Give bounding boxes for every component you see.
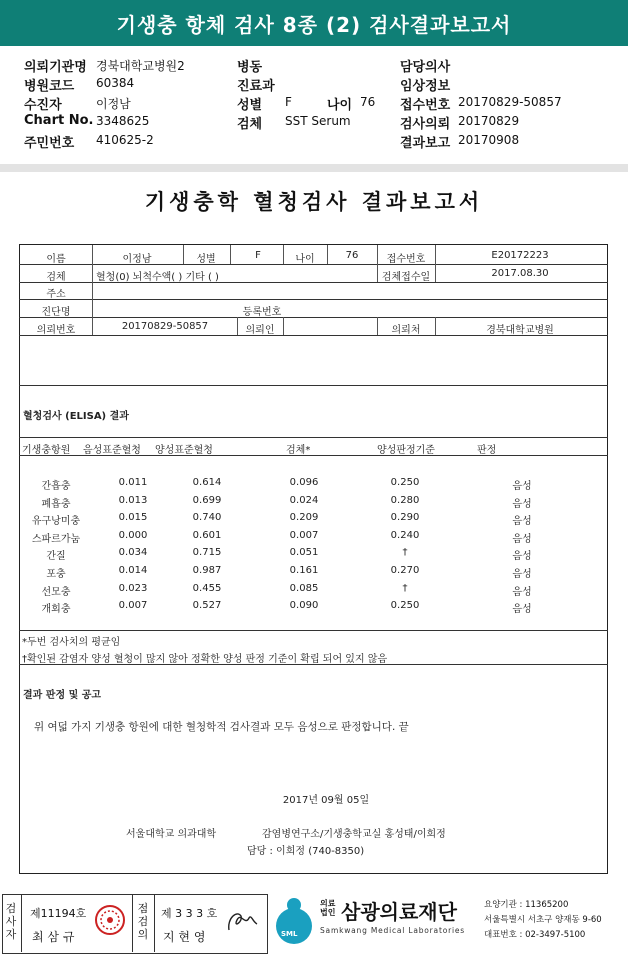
- report-title: 기생충학 혈청검사 결과보고서: [144, 189, 484, 214]
- rule: [19, 317, 608, 318]
- name-value: 이정남: [122, 254, 152, 265]
- age-value: 76: [360, 95, 376, 109]
- specimen-value: SST Serum: [285, 114, 351, 128]
- report-date-label: 결과보고: [400, 136, 451, 151]
- tester-no: 제11194호: [30, 907, 87, 920]
- section-divider: [0, 164, 628, 172]
- cell-sample: 0.024: [289, 494, 319, 506]
- cell-result: 음성: [512, 498, 532, 510]
- clinical-info-label: 임상정보: [400, 79, 451, 94]
- patient-label: 수진자: [24, 98, 62, 113]
- report-header-title: 기생충 항체 검사 8종 (2) 검사결과보고서: [116, 13, 512, 37]
- chart-no-value: 3348625: [96, 114, 150, 128]
- cell-result: 음성: [512, 569, 532, 580]
- report-specimen-value: 혈청(0) 뇌척수액( ) 기타 ( ): [96, 272, 219, 283]
- cell-neg: 0.023: [118, 582, 148, 594]
- sml-logo-text: SML: [281, 930, 298, 938]
- cell-antigen: 간질: [46, 551, 66, 563]
- rule: [435, 317, 436, 335]
- tester-seal-icon: [94, 904, 126, 936]
- cell-pos: 0.740: [192, 512, 222, 524]
- cell-antigen: 스파르가눔: [31, 533, 81, 545]
- cell-cutoff: †: [402, 547, 408, 559]
- rule: [19, 385, 608, 386]
- report-specimen-label: 검체: [46, 272, 66, 283]
- cell-cutoff: 0.250: [390, 477, 420, 488]
- cell-sample: 0.085: [289, 582, 319, 594]
- cell-sample: 0.209: [289, 512, 319, 524]
- cell-cutoff: 0.270: [390, 565, 420, 576]
- col-negative: 음성표준혈청: [83, 445, 141, 456]
- resident-no-value: 410625-2: [96, 133, 154, 147]
- cell-sample: 0.051: [289, 547, 319, 559]
- sml-logo-icon: [271, 896, 317, 948]
- requesting-org-label: 의뢰처: [391, 325, 421, 336]
- note-dagger: †확인된 감염자 양성 혈청이 많지 않아 정확한 양성 판정 기준이 확립 되어 있지 않음: [22, 654, 388, 665]
- inspector-no: 제 3 3 3 호: [161, 907, 218, 920]
- ward-label: 병동: [237, 60, 263, 75]
- request-date-value: 20170829: [458, 114, 520, 128]
- cell-cutoff: 0.280: [390, 494, 420, 506]
- department-label: 진료과: [237, 79, 275, 94]
- report-contact: 담당 : 이희정 (740-8350): [247, 846, 365, 857]
- report-age-label: 나이: [295, 254, 315, 265]
- cell-antigen: 폐흡충: [41, 498, 71, 510]
- col-sample: 검체*: [286, 445, 311, 456]
- col-cutoff: 양성판정기준: [377, 445, 435, 456]
- name-label: 이름: [46, 254, 66, 265]
- cell-antigen: 간흡충: [41, 481, 71, 492]
- request-no-value: 20170829-50857: [121, 321, 209, 332]
- rule: [183, 245, 184, 264]
- tester-label: 검 사 자: [5, 902, 17, 941]
- rule: [237, 317, 238, 335]
- specimen-date-label: 검체접수일: [381, 272, 431, 283]
- cell-pos: 0.601: [192, 529, 222, 541]
- cell-antigen: 개회충: [41, 604, 71, 616]
- elisa-section-title: 혈청검사 (ELISA) 결과: [23, 411, 129, 422]
- rule: [230, 245, 231, 264]
- cell-neg: 0.007: [118, 600, 148, 612]
- rule: [19, 299, 608, 300]
- request-date-label: 검사의뢰: [400, 117, 451, 132]
- report-org: 서울대학교 의과대학: [126, 829, 217, 840]
- cell-neg: 0.034: [118, 547, 148, 559]
- cell-antigen: 유구낭미충: [31, 516, 81, 528]
- cell-neg: 0.011: [118, 477, 148, 488]
- org-phone: 대표번호 : 02-3497-5100: [484, 930, 586, 940]
- rule: [92, 245, 93, 335]
- diagnosis-label: 진단명: [41, 307, 71, 318]
- org-address: 서울특별시 서초구 양재동 9-60: [484, 915, 602, 925]
- cell-neg: 0.015: [118, 512, 148, 524]
- report-date-value: 20170908: [458, 133, 520, 147]
- rule: [19, 630, 608, 631]
- rule: [283, 317, 284, 335]
- rule: [377, 245, 378, 282]
- cell-cutoff: †: [402, 582, 408, 594]
- org-prefix: 의료법인: [320, 899, 336, 917]
- cell-result: 음성: [512, 533, 532, 545]
- specimen-label: 검체: [237, 117, 263, 132]
- report-age-value: 76: [345, 250, 359, 261]
- report-date: 2017년 09월 05일: [282, 795, 370, 806]
- col-antigen: 기생충항원: [22, 445, 71, 456]
- org-name: 삼광의료재단: [341, 900, 457, 924]
- footer: [0, 890, 628, 960]
- sex-label: 성별: [237, 98, 263, 113]
- specimen-date-value: 2017.08.30: [491, 268, 549, 279]
- cell-sample: 0.161: [289, 565, 319, 576]
- rule: [435, 245, 436, 282]
- org-english: Samkwang Medical Laboratories: [320, 926, 465, 935]
- cell-antigen: 포충: [46, 569, 66, 580]
- patient-value: 이정남: [96, 97, 131, 111]
- cell-pos: 0.614: [192, 477, 222, 488]
- inspector-name: 지 현 영: [163, 930, 206, 944]
- report-receipt-label: 접수번호: [386, 254, 426, 265]
- report-sex-value: F: [255, 250, 261, 261]
- chart-no-label: Chart No.: [24, 113, 94, 128]
- cell-result: 음성: [512, 516, 532, 528]
- cell-neg: 0.000: [118, 529, 148, 541]
- report-header-bar: [0, 0, 628, 46]
- cell-result: 음성: [512, 481, 532, 492]
- cell-sample: 0.007: [289, 529, 319, 541]
- cell-result: 음성: [512, 604, 532, 616]
- org-code: 요양기관 : 11365200: [484, 900, 569, 910]
- receipt-no-label: 접수번호: [400, 98, 451, 113]
- age-label: 나이: [327, 98, 353, 113]
- hospital-code-value: 60384: [96, 76, 135, 90]
- institution-label: 의뢰기관명: [24, 60, 87, 75]
- note-average: *두번 검사치의 평균임: [22, 637, 121, 648]
- tester-name: 최 삼 규: [32, 930, 75, 944]
- doctor-label: 담당의사: [400, 60, 451, 75]
- cell-neg: 0.014: [118, 565, 148, 576]
- cell-antigen: 선모충: [41, 586, 71, 598]
- registration-label: 등록번호: [242, 307, 282, 318]
- report-receipt-value: E20172223: [491, 250, 549, 261]
- rule: [377, 317, 378, 335]
- cell-sample: 0.096: [289, 477, 319, 488]
- col-positive: 양성표준혈청: [155, 445, 213, 456]
- report-lab: 감염병연구소/기생충학교실 홍성태/이희정: [262, 829, 446, 840]
- cell-result: 음성: [512, 551, 532, 563]
- hospital-code-label: 병원코드: [24, 79, 75, 94]
- cell-pos: 0.715: [192, 547, 222, 559]
- cell-neg: 0.013: [118, 494, 148, 506]
- cell-cutoff: 0.250: [390, 600, 420, 612]
- signature-icon: [223, 904, 259, 936]
- rule: [327, 245, 328, 264]
- report-sex-label: 성별: [196, 254, 216, 265]
- request-no-label: 의뢰번호: [36, 325, 76, 336]
- col-result: 판정: [477, 445, 497, 456]
- cell-cutoff: 0.240: [390, 529, 420, 541]
- address-label: 주소: [46, 289, 66, 300]
- cell-pos: 0.527: [192, 600, 222, 612]
- cell-pos: 0.987: [192, 565, 222, 576]
- conclusion-title: 결과 판정 및 공고: [23, 690, 102, 701]
- requesting-org-value: 경북대학교병원: [486, 325, 554, 336]
- cell-pos: 0.699: [192, 494, 222, 506]
- conclusion-text: 위 여덟 가지 기생충 항원에 대한 혈청학적 검사결과 모두 음성으로 판정합니다. 끝: [34, 721, 409, 733]
- cell-pos: 0.455: [192, 582, 222, 594]
- inspector-label: 점 검 의: [137, 902, 149, 941]
- sex-value: F: [285, 95, 292, 109]
- rule: [19, 437, 608, 438]
- cell-result: 음성: [512, 586, 532, 598]
- rule: [283, 245, 284, 264]
- requester-label: 의뢰인: [245, 325, 275, 336]
- cell-cutoff: 0.290: [390, 512, 420, 524]
- cell-sample: 0.090: [289, 600, 319, 612]
- institution-value: 경북대학교병원2: [96, 59, 185, 73]
- resident-no-label: 주민번호: [24, 136, 75, 151]
- receipt-no-value: 20170829-50857: [458, 95, 562, 109]
